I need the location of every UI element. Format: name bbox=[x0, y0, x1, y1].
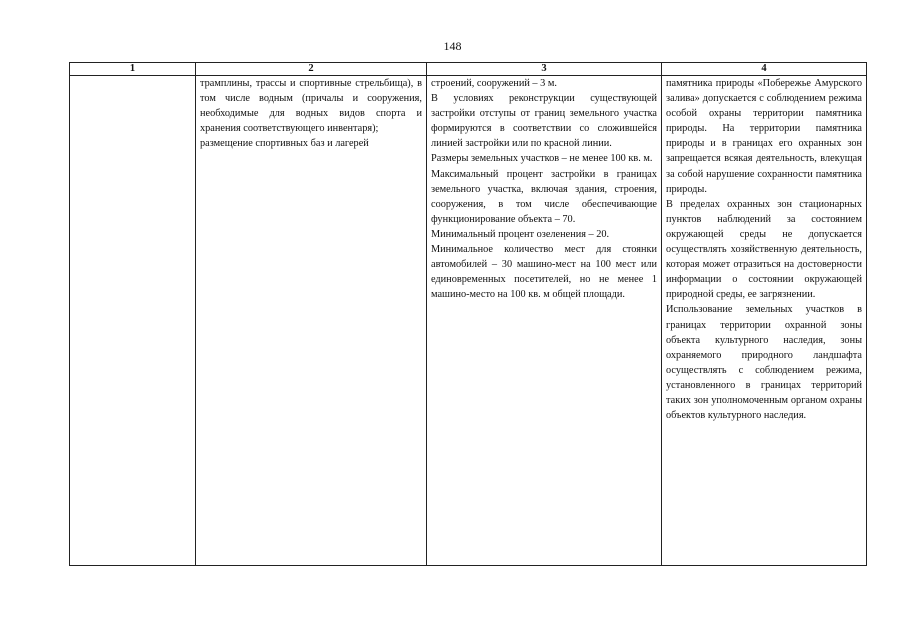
cell-column-2 bbox=[196, 76, 427, 566]
column-header-2: 2 bbox=[196, 63, 427, 76]
cell-paragraph: В условиях реконструкции существующей застройки отступы от границ земельного участка формируются в соответствии со сложившейся линией застройки или по красной линии. bbox=[431, 93, 657, 150]
table-header-row bbox=[70, 63, 867, 76]
column-header-3: 3 bbox=[427, 63, 662, 76]
column-header-4: 4 bbox=[662, 63, 867, 76]
page-number: 148 bbox=[443, 39, 462, 53]
cell-column-3 bbox=[427, 76, 662, 566]
cell-paragraph: Использование земельных участков в границах территории охранной зоны объекта культурного наследия, зоны охраняемого природного ландшафта осуществлять с соблюдением режима, установленного в границах территорий таких зон уполномоченным органом охраны объектов культурного наследия. bbox=[666, 304, 862, 422]
cell-paragraph: памятника природы «Побережье Амурского залива» допускается с соблюдением режима особой охраны территории памятника природы. На территории памятника природы и в границах его охранных зон запрещается всякая деятельность, влекущая за собой нарушение сохранности памятника природы. bbox=[666, 78, 862, 195]
cell-paragraph: Минимальное количество мест для стоянки автомобилей – 30 машино-мест на 100 мест или единовременных посетителей, но не менее 1 машино-место на 100 кв. м общей площади. bbox=[431, 244, 657, 301]
cell-paragraph: Размеры земельных участков – не менее 100 кв. м. bbox=[431, 153, 653, 165]
cell-paragraph: Максимальный процент застройки в границах земельного участка, включая здания, строения, сооружения, в том числе обеспечивающие функционирование объекта – 70. bbox=[431, 168, 657, 225]
document-table bbox=[69, 62, 867, 566]
cell-paragraph: размещение спортивных баз и лагерей bbox=[200, 138, 369, 150]
cell-column-4 bbox=[662, 76, 867, 566]
table-row bbox=[70, 76, 867, 566]
column-header-1: 1 bbox=[70, 63, 196, 76]
cell-paragraph: строений, сооружений – 3 м. bbox=[431, 78, 557, 89]
cell-paragraph: трамплины, трассы и спортивные стрельбища), в том числе водным (причалы и сооружения, необходимые для водных видов спорта и хранения соответствующего инвентаря); bbox=[200, 78, 422, 135]
cell-paragraph: В пределах охранных зон стационарных пунктов наблюдений за состоянием окружающей среды не допускается осуществлять хозяйственную деятельность, которая может отразиться на достоверности информации о состоянии окружающей природной среды, ее загрязнении. bbox=[666, 198, 862, 301]
cell-column-1 bbox=[70, 76, 196, 566]
cell-paragraph: Минимальный процент озеленения – 20. bbox=[431, 228, 610, 240]
